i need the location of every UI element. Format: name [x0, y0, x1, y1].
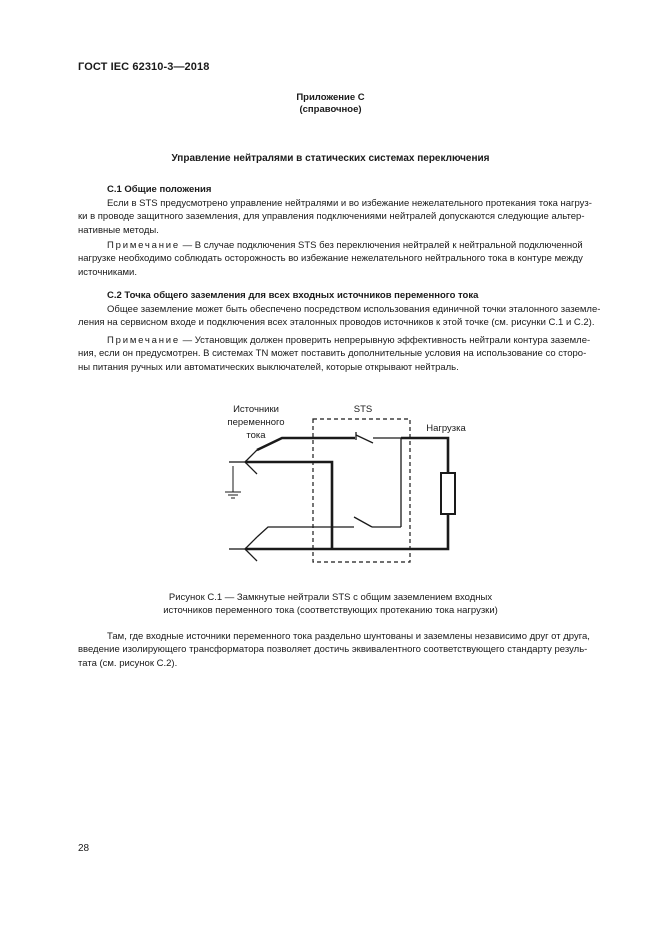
caption-line1: Рисунок С.1 — Замкнутые нейтрали STS с общим заземлением входных	[168, 592, 493, 603]
sts-boundary	[313, 419, 410, 562]
sources-label-line3: тока	[246, 430, 266, 441]
page-number: 28	[78, 843, 90, 854]
sts-label: STS	[353, 404, 373, 415]
c2-p1-line1: Общее заземление может быть обеспечено посредством использования единичной точки эталонного заземле-	[107, 304, 601, 315]
document-header: ГОСТ IEC 62310-3—2018	[78, 61, 210, 73]
load-supply-wire	[401, 438, 448, 473]
sources-label-line2: переменного	[227, 417, 285, 428]
load-label: Нагрузка	[426, 423, 466, 434]
caption-line2: источников переменного тока (соответствующих протеканию тока нагрузки)	[163, 605, 498, 616]
c2-note-line3: ны питания ручных или автоматических выключателей, которые открывают нейтраль.	[78, 361, 459, 373]
lower-phase-wire	[257, 527, 354, 537]
figure-caption	[0, 591, 661, 617]
c1-p1-line1: Если в STS предусмотрено управление нейтралями и во избежание нежелательного протекания тока нагруз-	[107, 198, 592, 209]
c1-note-label: Примечание	[107, 240, 180, 251]
c2-p1-line2: ления на сервисном входе и подключения всех эталонных проводов источников к этой точке (см. рисунки С.1 и С.2).	[78, 317, 595, 329]
annex-title: Приложение С	[296, 92, 365, 103]
c1-p1-line2: ки в проводе защитного заземления, для управления подключениями нейтралей допускаются следующие альтер-	[78, 211, 585, 223]
sources-label-line1: Источники	[233, 404, 279, 415]
upper-switch-blade	[356, 435, 373, 443]
closing-line2: введение изолирующего трансформатора позволяет достичь эквивалентного соответствующего стандарту резуль-	[78, 644, 588, 656]
load-resistor	[441, 473, 455, 514]
annex-subtitle: (справочное)	[299, 104, 362, 115]
lower-switch-blade	[354, 517, 372, 527]
c1-note-line3: источниками.	[78, 266, 138, 278]
c1-p1-line3: нативные методы.	[78, 224, 159, 236]
c2-heading: С.2 Точка общего заземления для всех входных источников переменного тока	[107, 290, 479, 301]
closing-line3: тата (см. рисунок С.2).	[78, 657, 178, 669]
c2-note-line2: ния, если он предусмотрен. В системах TN может поставить дополнительные условия на использование со сторо-	[78, 348, 587, 360]
neutral-return-wire	[245, 514, 448, 549]
c1-heading: С.1 Общие положения	[107, 184, 212, 195]
closing-paragraph	[78, 630, 613, 670]
c2-note-line1: Примечание — Установщик должен проверить непрерывную эффективность нейтрали контура заземле-	[107, 335, 591, 346]
upper-phase-wire	[257, 438, 355, 450]
closing-line1: Там, где входные источники переменного тока раздельно шунтованы и заземлены независимо друг от друга,	[107, 631, 590, 642]
c1-note-line1: Примечание — В случае подключения STS без переключения нейтралей к нейтральной подключенной	[107, 240, 583, 251]
c1-note-line2: нагрузке необходимо соблюдать осторожность во избежание нежелательного нейтрального тока в контуре между	[78, 253, 583, 265]
section-title: Управление нейтралями в статических системах переключения	[171, 153, 490, 164]
c2-note-label: Примечание	[107, 335, 180, 346]
upper-source-symbol	[225, 450, 257, 498]
